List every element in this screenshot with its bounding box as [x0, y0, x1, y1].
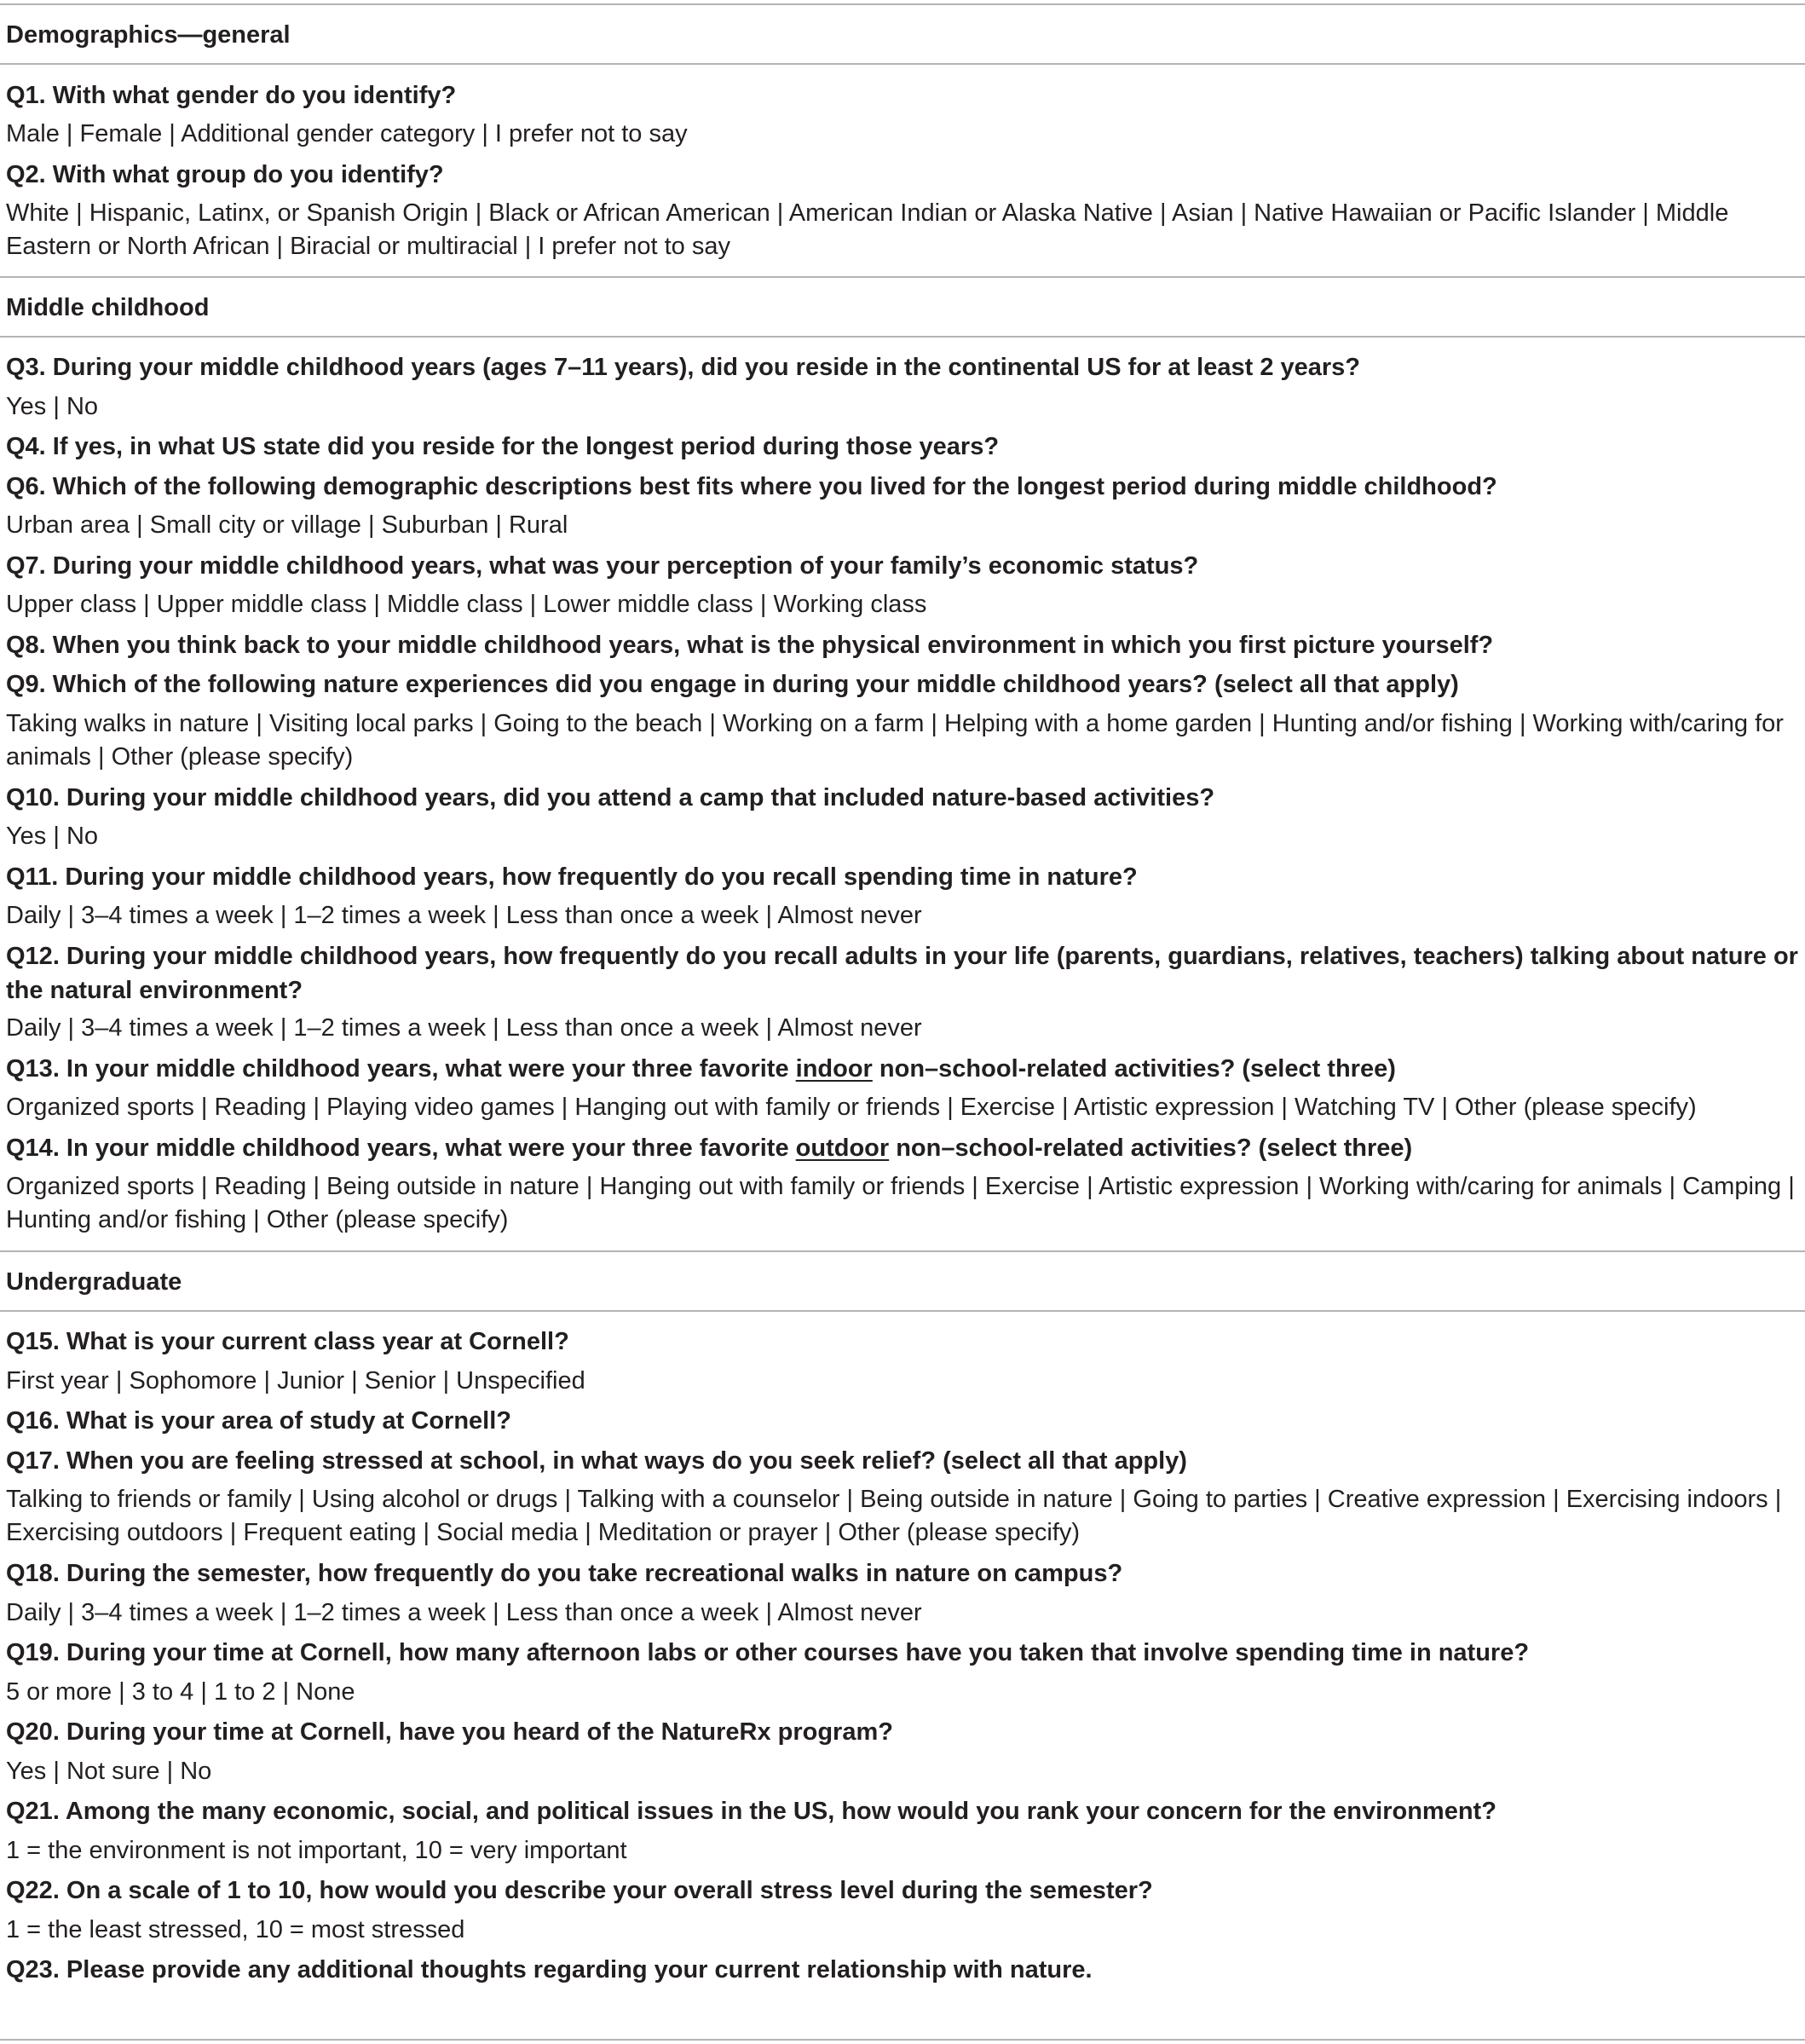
- question-q10: Q10. During your middle childhood years, did you attend a camp that included nature-based activities?: [6, 784, 1215, 811]
- question-q21: Q21. Among the many economic, social, and political issues in the US, how would you rank your concern for the environment?: [6, 1798, 1496, 1825]
- question-q17: Q17. When you are feeling stressed at school, in what ways do you seek relief? (select all that apply): [6, 1447, 1187, 1475]
- question-q16: Q16. What is your area of study at Cornell?: [6, 1407, 512, 1435]
- question-q15: Q15. What is your current class year at Cornell?: [6, 1328, 569, 1355]
- answer-options-q2: White | Hispanic, Latinx, or Spanish Origin | Black or African American | American Indian or Alaska Native | Asian | Native Hawaiian or Pacific Islander | Middle Eastern or North African | Biracial or multiracial | I prefer not to say: [6, 199, 1729, 260]
- answer-options-q6: Urban area | Small city or village | Suburban | Rural: [6, 511, 568, 539]
- section-rule: [0, 1310, 1805, 1312]
- section-rule: [0, 63, 1805, 65]
- question-q14: [6, 1131, 1798, 1165]
- question-q13-text: Q13. In your middle childhood years, what were your three favorite: [6, 1055, 796, 1083]
- question-q2: Q2. With what group do you identify?: [6, 161, 444, 188]
- answer-options-q3: Yes | No: [6, 393, 99, 420]
- question-q20: Q20. During your time at Cornell, have you heard of the NatureRx program?: [6, 1718, 893, 1746]
- answer-options-q13: Organized sports | Reading | Playing video games | Hanging out with family or friends | Exercise | Artistic expression | Watching TV | Other (please specify): [6, 1094, 1697, 1121]
- answer-options-q20: Yes | Not sure | No: [6, 1758, 212, 1785]
- answer-options-q19: 5 or more | 3 to 4 | 1 to 2 | None: [6, 1678, 355, 1706]
- question-q9: Q9. Which of the following nature experiences did you engage in during your middle childhood years? (select all that apply): [6, 671, 1459, 698]
- question-q12: Q12. During your middle childhood years, how frequently do you recall adults in your life (parents, guardians, relatives, teachers) talking about nature or the natural environment?: [6, 943, 1798, 1004]
- answer-options-q21: 1 = the environment is not important, 10 = very important: [6, 1837, 627, 1864]
- question-q18: Q18. During the semester, how frequently do you take recreational walks in nature on campus?: [6, 1560, 1123, 1587]
- question-q6: Q6. Which of the following demographic descriptions best fits where you lived for the longest period during middle childhood?: [6, 473, 1497, 500]
- answer-options-q12: Daily | 3–4 times a week | 1–2 times a week | Less than once a week | Almost never: [6, 1014, 922, 1042]
- answer-options-q22: 1 = the least stressed, 10 = most stressed: [6, 1916, 465, 1943]
- emphasis-indoor: indoor: [795, 1055, 873, 1083]
- answer-options-q14: Organized sports | Reading | Being outside in nature | Hanging out with family or friends | Exercise | Artistic expression | Working with/caring for animals | Camping | Hunting and/or fishing | Other (please specify): [6, 1173, 1795, 1233]
- question-q13: [6, 1052, 1798, 1086]
- question-q14-text: Q14. In your middle childhood years, what were your three favorite: [6, 1135, 796, 1162]
- question-q8: Q8. When you think back to your middle childhood years, what is the physical environment in which you first picture yourself?: [6, 632, 1494, 659]
- question-q13-text-end: non–school-related activities? (select three): [872, 1055, 1396, 1083]
- question-q22: Q22. On a scale of 1 to 10, how would you describe your overall stress level during the semester?: [6, 1877, 1153, 1904]
- question-q1: Q1. With what gender do you identify?: [6, 82, 457, 109]
- top-rule: [0, 3, 1805, 5]
- question-q4: Q4. If yes, in what US state did you reside for the longest period during those years?: [6, 433, 1000, 460]
- question-q14-text-end: non–school-related activities? (select three): [889, 1135, 1413, 1162]
- section-rule: [0, 1250, 1805, 1252]
- question-q3: Q3. During your middle childhood years (ages 7–11 years), did you reside in the continental US for at least 2 years?: [6, 354, 1361, 381]
- answer-options-q15: First year | Sophomore | Junior | Senior | Unspecified: [6, 1367, 585, 1394]
- section-heading-demographics: Demographics—general: [6, 21, 291, 49]
- question-q19: Q19. During your time at Cornell, how many afternoon labs or other courses have you taken that involve spending time in nature?: [6, 1639, 1530, 1666]
- answer-options-q10: Yes | No: [6, 823, 99, 850]
- section-heading-undergraduate: Undergraduate: [6, 1268, 182, 1296]
- answer-options-q18: Daily | 3–4 times a week | 1–2 times a week | Less than once a week | Almost never: [6, 1599, 922, 1626]
- question-q23: Q23. Please provide any additional thoughts regarding your current relationship with nature.: [6, 1956, 1093, 1983]
- answer-options-q17: Talking to friends or family | Using alcohol or drugs | Talking with a counselor | Being outside in nature | Going to parties | Creative expression | Exercising indoors | Exercising outdoors | Frequent eating | Social media | Meditation or prayer | Other (please specify): [6, 1486, 1782, 1546]
- answer-options-q1: Male | Female | Additional gender category | I prefer not to say: [6, 120, 688, 147]
- bottom-rule: [0, 2039, 1805, 2041]
- answer-options-q9: Taking walks in nature | Visiting local parks | Going to the beach | Working on a farm | Helping with a home garden | Hunting and/or fishing | Working with/caring for animals | Other (please specify): [6, 710, 1784, 771]
- answer-options-q7: Upper class | Upper middle class | Middle class | Lower middle class | Working class: [6, 591, 927, 618]
- section-rule: [0, 336, 1805, 338]
- question-q7: Q7. During your middle childhood years, what was your perception of your family’s economic status?: [6, 552, 1199, 580]
- section-heading-middle-childhood: Middle childhood: [6, 294, 210, 321]
- emphasis-outdoor: outdoor: [795, 1135, 890, 1162]
- section-rule: [0, 276, 1805, 278]
- answer-options-q11: Daily | 3–4 times a week | 1–2 times a week | Less than once a week | Almost never: [6, 902, 922, 929]
- question-q11: Q11. During your middle childhood years, how frequently do you recall spending time in nature?: [6, 863, 1138, 891]
